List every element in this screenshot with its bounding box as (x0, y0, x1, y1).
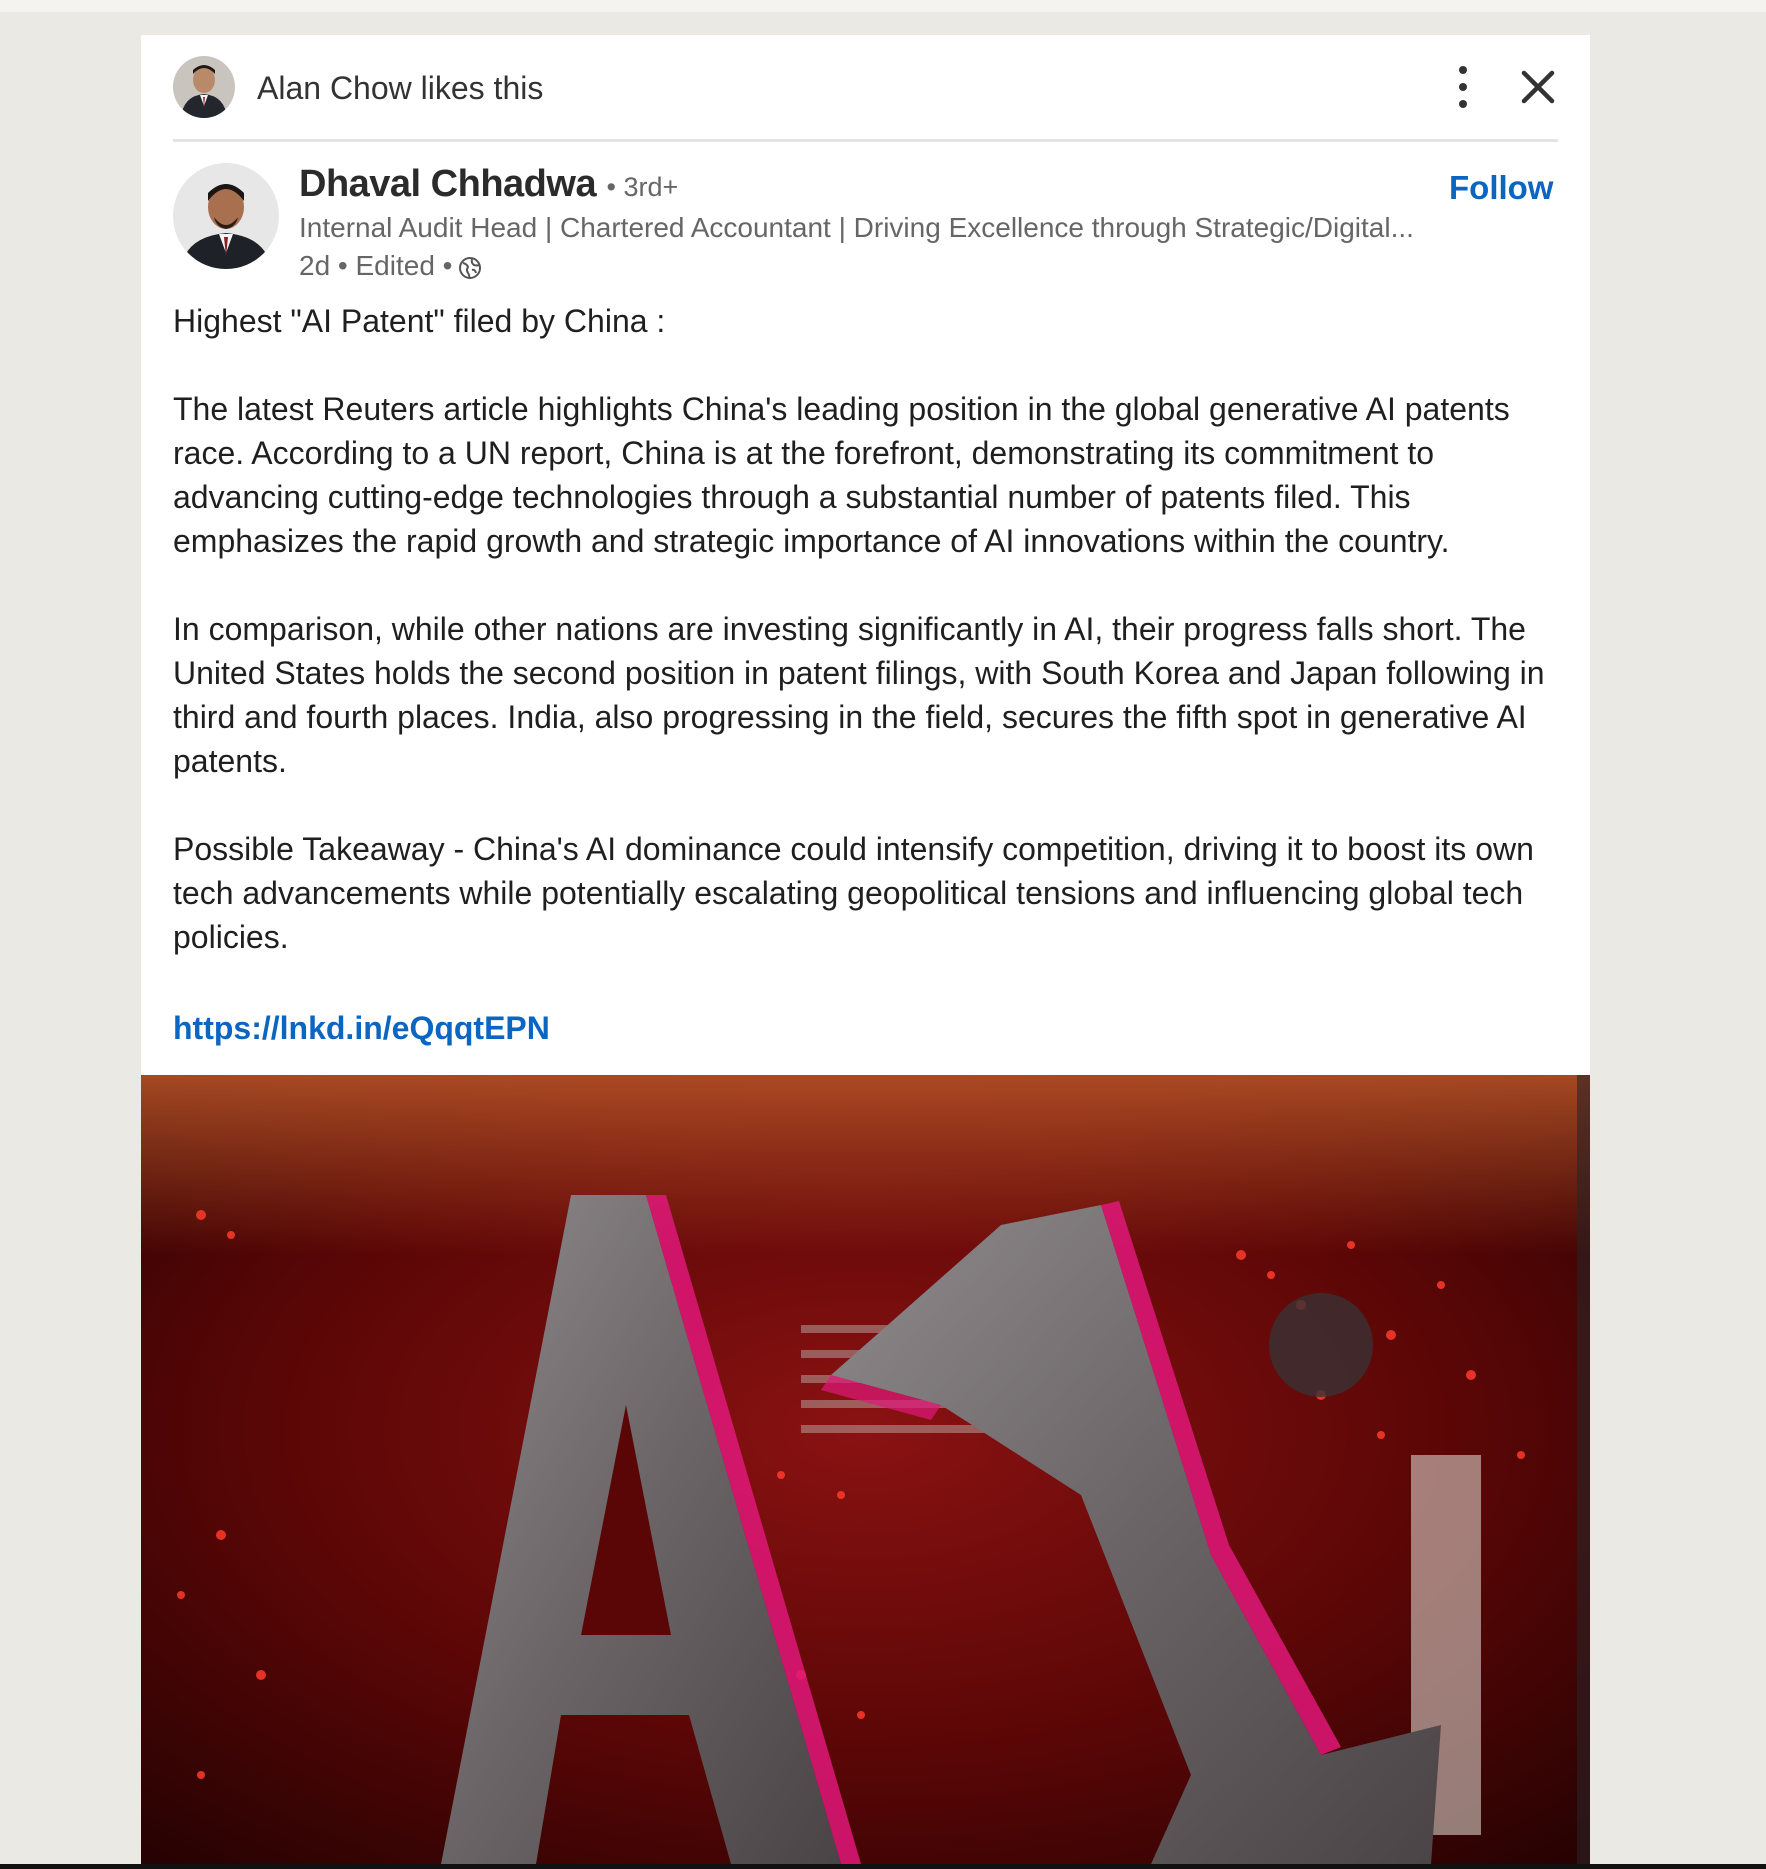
post-paragraph: Highest "AI Patent" filed by China : (173, 303, 666, 339)
author-avatar[interactable] (173, 163, 279, 269)
post-image[interactable] (141, 1075, 1590, 1864)
post-link[interactable]: https://lnkd.in/eQqqtEPN (173, 1010, 550, 1046)
post-paragraph: The latest Reuters article highlights China's leading position in the global generative AI patents race. According to a UN report, China is at the forefront, demonstrating its commitment to advancing cutting-edge technologies through a substantial number of patents filed. This emphasizes the rapid growth and strategic importance of AI innovations within the country. (173, 391, 1510, 559)
author-name[interactable]: Dhaval Chhadwa (299, 163, 597, 205)
divider (173, 139, 1558, 142)
social-context-text: Alan Chow likes this (257, 70, 544, 106)
post-meta-text: 2d • Edited • (299, 250, 453, 281)
close-icon[interactable] (1515, 64, 1561, 110)
post-card (141, 35, 1590, 1864)
bottom-strip (0, 1864, 1766, 1869)
more-vertical-icon[interactable] (1443, 62, 1483, 112)
post-body (173, 299, 1568, 1003)
follow-button[interactable]: Follow (1449, 169, 1554, 206)
author-name-line (299, 163, 678, 206)
post-meta (299, 250, 482, 282)
author-headline: Internal Audit Head | Chartered Accountant | Driving Excellence through Strategic/Digital... (299, 212, 1414, 243)
globe-icon (458, 255, 482, 279)
top-strip (0, 0, 1766, 12)
post-paragraph: In comparison, while other nations are investing significantly in AI, their progress falls short. The United States holds the second position in patent filings, with South Korea and Japan following in third and fourth places. India, also progressing in the field, secures the fifth spot in generative AI patents. (173, 611, 1545, 779)
liker-avatar[interactable] (173, 56, 235, 118)
post-paragraph: Possible Takeaway - China's AI dominance could intensify competition, driving it to boost its own tech advancements while potentially escalating geopolitical tensions and influencing global tech policies. (173, 831, 1534, 955)
connection-degree: • 3rd+ (606, 172, 679, 202)
